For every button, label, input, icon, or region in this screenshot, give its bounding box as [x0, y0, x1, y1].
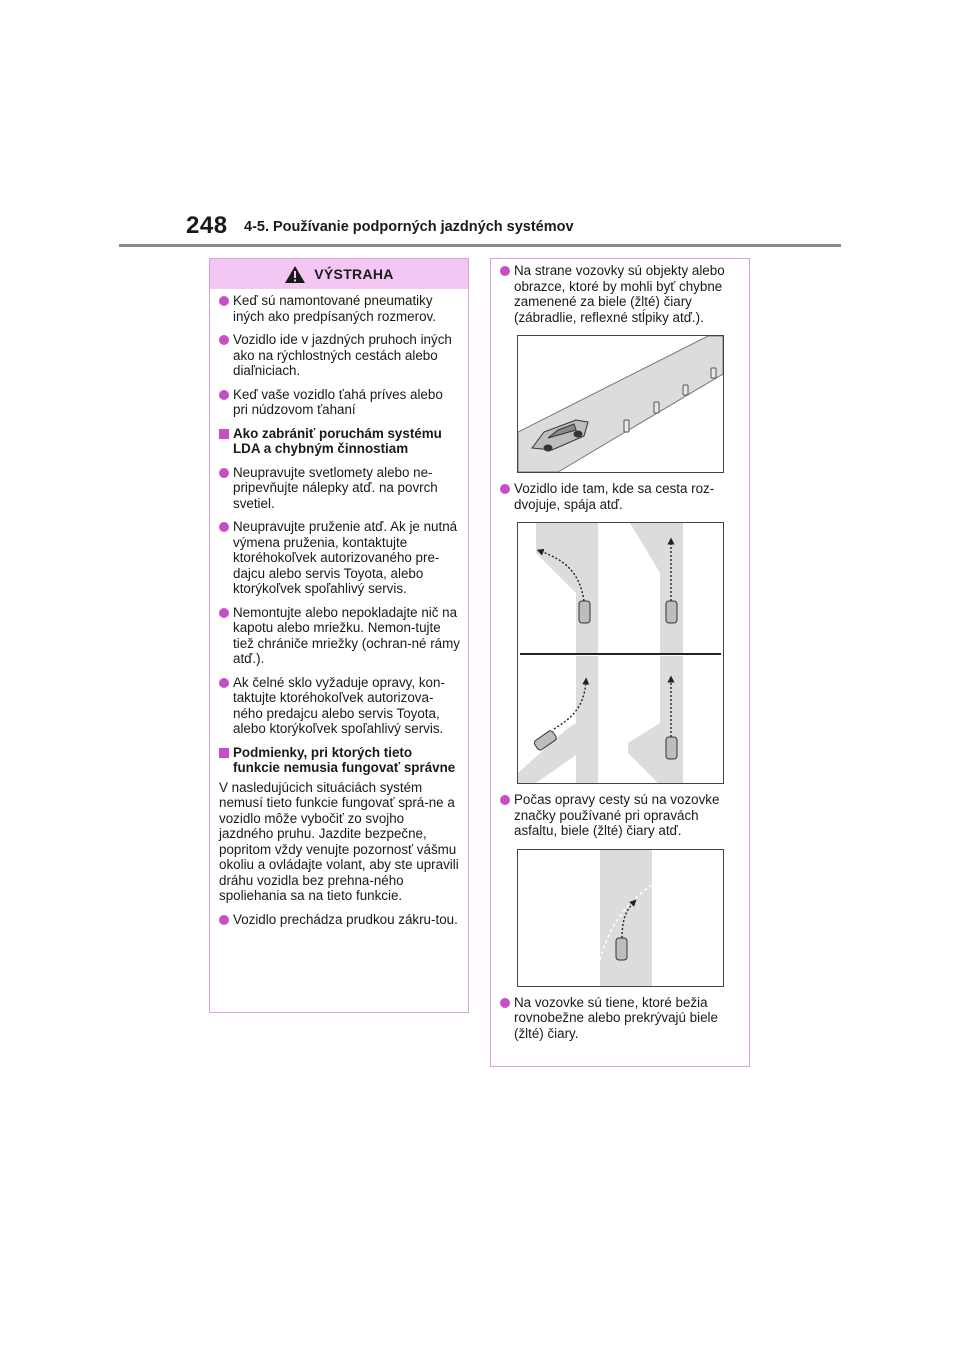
list-item: Nemontujte alebo nepokladajte nič na kapotu alebo mriežku. Nemon-tujte tiež chrániče mriežky (ochran-né rámy atď.).	[219, 605, 460, 667]
warning-box	[209, 258, 469, 1013]
list-item: Neupravujte pruženie atď. Ak je nutná výmena pruženia, kontaktujte ktoréhokoľvek autorizovaného pre-dajcu alebo servis Toyota, alebo ktorýkoľvek spoľahlivý servis.	[219, 519, 460, 597]
list-item: Vozidlo ide tam, kde sa cesta roz-dvojuje, spája atď.	[500, 481, 741, 512]
page-number: 248	[186, 212, 228, 239]
subsection-heading-lda: Ako zabrániť poruchám systému LDA a chybným činnostiam	[219, 426, 460, 457]
list-item: Na strane vozovky sú objekty alebo obrazce, ktoré by mohli byť chybne zamenené za biele (žlté) čiary (zábradlie, reflexné stĺpiky atď.).	[500, 263, 741, 325]
conditions-continued-box	[490, 258, 750, 1067]
list-item: Počas opravy cesty sú na vozovke značky používané pri opravách asfaltu, biele (žlté) čiary atď.	[500, 792, 741, 839]
header-rule	[119, 244, 841, 247]
list-item: Keď sú namontované pneumatiky iných ako predpísaných rozmerov.	[219, 293, 460, 324]
list-item: Vozidlo prechádza prudkou zákru-tou.	[219, 912, 460, 928]
illustration-road-split-merge	[517, 522, 724, 784]
subsection-heading-conditions: Podmienky, pri ktorých tieto funkcie nemusia fungovať správne	[219, 745, 460, 776]
warning-title: VÝSTRAHA	[314, 266, 394, 282]
car-icon	[616, 938, 627, 960]
list-item: Keď vaše vozidlo ťahá príves alebo pri núdzovom ťahaní	[219, 387, 460, 418]
warning-triangle-icon	[284, 265, 306, 284]
illustration-road-repair-marks	[517, 849, 724, 987]
illustration-roadside-posts	[517, 335, 724, 473]
list-item: Neupravujte svetlomety alebo ne-pripevňujte nálepky atď. na povrch svetiel.	[219, 465, 460, 512]
list-item: Na vozovke sú tiene, ktoré bežia rovnobežne alebo prekrývajú biele (žlté) čiary.	[500, 995, 741, 1042]
section-title: 4-5. Používanie podporných jazdných systémov	[244, 219, 574, 235]
list-item: Vozidlo ide v jazdných pruhoch iných ako na rýchlostných cestách alebo diaľniciach.	[219, 332, 460, 379]
conditions-paragraph: V nasledujúcich situáciách systém nemusí tieto funkcie fungovať sprá-ne a vozidlo môže vybočiť zo svojho jazdného pruhu. Jazdite bezpečne, popritom vždy venujte pozornosť vášmu okoliu a ovládajte volant, aby ste upravili dráhu vozidla bez prehna-ného spoliehania sa na tieto funkcie.	[219, 779, 459, 903]
list-item: Ak čelné sklo vyžaduje opravy, kon-taktujte ktoréhokoľvek autorizova-ného predajcu alebo servis Toyota, alebo ktorýkoľvek spoľahlivý servis.	[219, 675, 460, 737]
warning-header	[210, 259, 468, 289]
